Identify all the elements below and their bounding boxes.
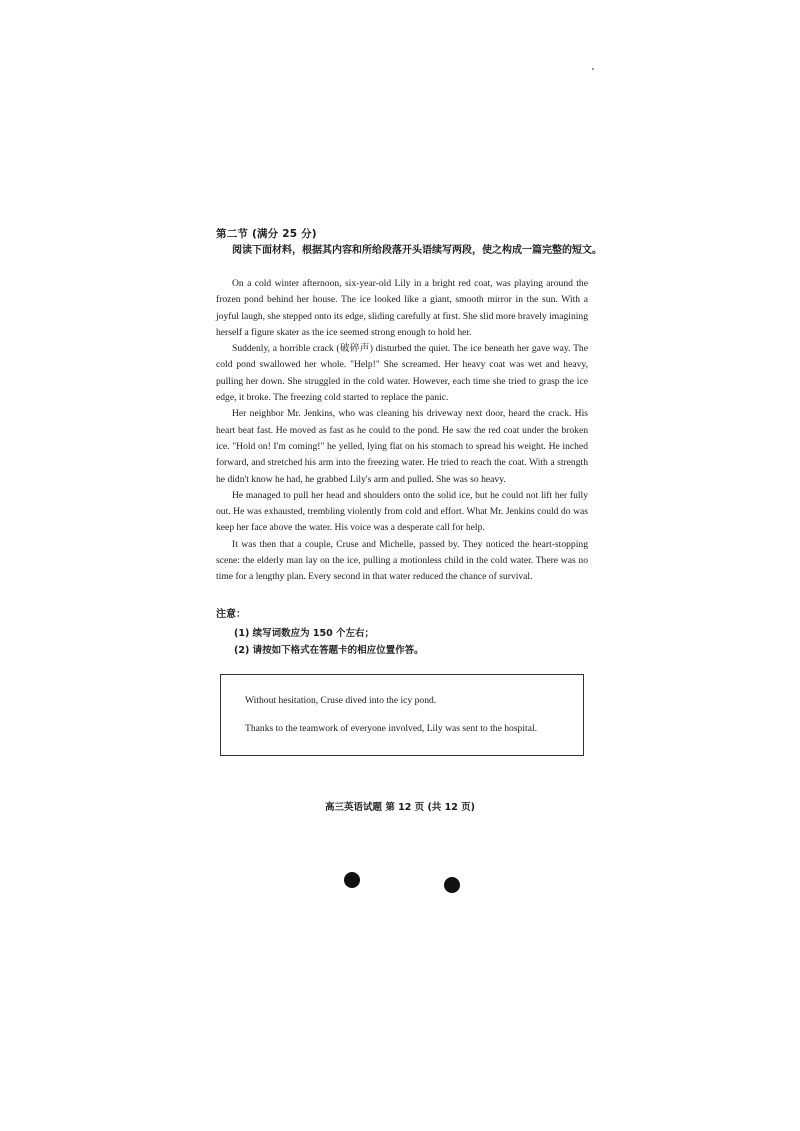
section-title: 第二节 (满分 25 分) xyxy=(216,228,317,240)
passage-paragraph: Suddenly, a horrible crack (破碎声) disturbed the quiet. The ice beneath her gave way. The cold pond swallowed her whole. "Help!" She screamed. Her heavy coat was wet and heavy, pulling her down. She struggled in the cold water. However, each time she tried to grasp the ice edge, it broke. The freezing cold started to replace the panic. xyxy=(216,343,588,404)
passage-paragraph: He managed to pull her head and shoulders onto the solid ice, but he could not lift her fully out. He was exhausted, trembling violently from cold and effort. What Mr. Jenkins could do was keep her face above the water. His voice was a desperate call for help. xyxy=(216,489,588,534)
section-header xyxy=(216,227,602,258)
passage-paragraph: Her neighbor Mr. Jenkins, who was cleaning his driveway next door, heard the crack. His heart beat fast. He moved as fast as he could to the pond. He saw the red coat under the broken ice. "Hold on! I'm coming!" he yelled, lying flat on his stomach to spread his weight. He inched forward, and stretched his arm into the freezing water. He tried to reach the coat. With a strength he didn't know he had, he grabbed Lily's arm and pulled. She was so heavy. xyxy=(216,408,588,485)
notes-title: 注意： xyxy=(216,609,246,620)
reading-passage xyxy=(216,276,588,586)
notes-list xyxy=(216,625,588,659)
registration-dot-right xyxy=(444,877,460,893)
answer-opening-line-2: Thanks to the teamwork of everyone involved, Lily was sent to the hospital. xyxy=(245,723,538,734)
scan-speck xyxy=(592,68,594,70)
section-instruction: 阅读下面材料，根据其内容和所给段落开头语续写两段，使之构成一篇完整的短文。 xyxy=(232,245,602,256)
page-footer: 高三英语试题 第 12 页 (共 12 页) xyxy=(325,802,475,813)
notes-section xyxy=(216,608,588,659)
notes-item: (1) 续写词数应为 150 个左右； xyxy=(234,628,375,639)
answer-opening-line-1: Without hesitation, Cruse dived into the icy pond. xyxy=(245,695,437,706)
answer-format-box xyxy=(220,674,584,756)
passage-paragraph: It was then that a couple, Cruse and Michelle, passed by. They noticed the heart-stopping scene: the elderly man lay on the ice, pulling a motionless child in the cold water. There was no time for a lengthy plan. Every second in that water reduced the chance of survival. xyxy=(216,538,588,583)
passage-paragraph: On a cold winter afternoon, six-year-old Lily in a bright red coat, was playing around the frozen pond behind her house. The ice looked like a giant, smooth mirror in the sun. With a joyful laugh, she stepped onto its edge, sliding carefully at first. She slid more bravely imagining herself a figure skater as the ice seemed strong enough to hold her. xyxy=(216,278,588,338)
registration-dot-left xyxy=(344,872,360,888)
notes-item: (2) 请按如下格式在答题卡的相应位置作答。 xyxy=(234,645,424,656)
